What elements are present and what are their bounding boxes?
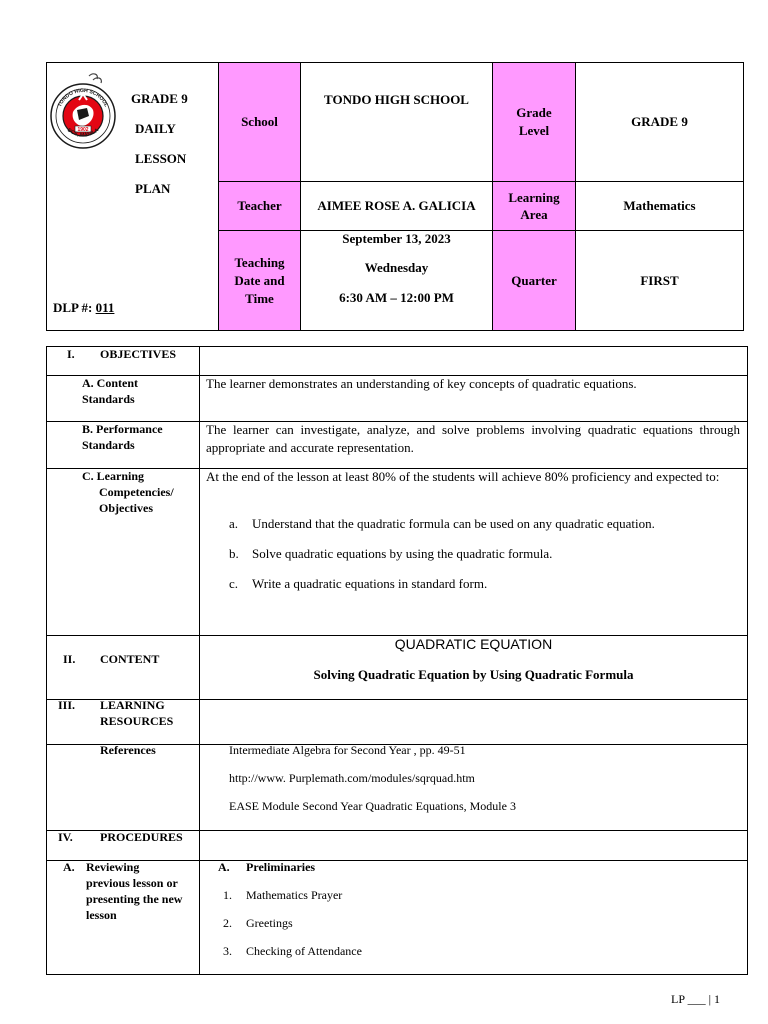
step-1-text: Mathematics Prayer bbox=[246, 888, 343, 902]
grade-level-value: GRADE 9 bbox=[575, 62, 744, 182]
school-value: TONDO HIGH SCHOOL bbox=[324, 92, 469, 107]
objective-item-a-letter: a. bbox=[229, 516, 239, 531]
procedures-right bbox=[199, 830, 748, 861]
content-left bbox=[46, 635, 200, 700]
step-3-text: Checking of Attendance bbox=[246, 944, 362, 958]
grade-level-label: Grade Level bbox=[492, 62, 576, 182]
plan-title-lesson: LESSON bbox=[135, 151, 187, 166]
teaching-time-value: 6:30 AM – 12:00 PM bbox=[339, 290, 454, 305]
competencies-intro: At the end of the lesson at least 80% of the students will achieve 80% proficiency and expected to: bbox=[206, 469, 720, 484]
reference-3: EASE Module Second Year Quadratic Equations, Module 3 bbox=[229, 799, 516, 813]
competencies-label-3: Objectives bbox=[99, 501, 153, 515]
svg-text:1902: 1902 bbox=[77, 127, 89, 133]
learning-area-label: Learning Area bbox=[492, 181, 576, 231]
teaching-date-cell bbox=[300, 230, 493, 331]
objectives-title: OBJECTIVES bbox=[100, 347, 177, 361]
plan-title-daily: DAILY bbox=[135, 121, 176, 136]
school-logo bbox=[49, 70, 121, 154]
resources-right bbox=[199, 699, 748, 745]
teacher-label: Teacher bbox=[218, 181, 301, 231]
perf-std-label: B. Performance Standards bbox=[82, 422, 163, 452]
school-label: School bbox=[218, 62, 301, 182]
step-2-text: Greetings bbox=[246, 916, 293, 930]
objective-item-b-letter: b. bbox=[229, 546, 239, 561]
learning-area-value: Mathematics bbox=[575, 181, 744, 231]
preliminaries-title: Preliminaries bbox=[246, 860, 316, 874]
reviewing-label-2: previous lesson or bbox=[86, 876, 178, 890]
content-title: CONTENT bbox=[100, 652, 160, 666]
dlp-label bbox=[53, 300, 114, 316]
resources-title-2: RESOURCES bbox=[100, 714, 174, 728]
content-heading: QUADRATIC EQUATION bbox=[394, 636, 553, 652]
step-1-num: 1. bbox=[223, 888, 232, 902]
quarter-label: Quarter bbox=[492, 230, 576, 331]
reviewing-label-1: Reviewing bbox=[86, 860, 140, 874]
competencies-label-1: C. Learning bbox=[82, 469, 145, 483]
step-3-num: 3. bbox=[223, 944, 232, 958]
resources-title-1: LEARNING bbox=[100, 698, 165, 712]
objective-item-c-letter: c. bbox=[229, 576, 239, 591]
dlp-number: 011 bbox=[95, 300, 115, 315]
plan-title-grade: GRADE 9 bbox=[131, 91, 188, 106]
content-subheading: Solving Quadratic Equation by Using Quadratic Formula bbox=[313, 667, 634, 682]
teaching-date-value: September 13, 2023 bbox=[342, 231, 451, 246]
content-std-label: A. Content Standards bbox=[82, 376, 138, 406]
svg-text:DCS, MANILA: DCS, MANILA bbox=[66, 127, 100, 139]
dlp-label-text: DLP #: bbox=[53, 300, 93, 315]
teaching-day-value: Wednesday bbox=[364, 260, 429, 275]
references-label: References bbox=[100, 743, 156, 757]
school-seal-icon bbox=[49, 70, 121, 154]
procedures-title: PROCEDURES bbox=[100, 830, 183, 844]
plan-title-plan: PLAN bbox=[135, 181, 171, 196]
competencies-label-2: Competencies/ bbox=[99, 485, 174, 499]
objective-item-c: Write a quadratic equations in standard form. bbox=[252, 576, 488, 591]
svg-text:TONDO HIGH SCHOOL: TONDO HIGH SCHOOL bbox=[57, 87, 109, 108]
resources-num: III. bbox=[58, 698, 76, 712]
step-2-num: 2. bbox=[223, 916, 232, 930]
reviewing-label-4: lesson bbox=[86, 908, 117, 922]
reference-2: http://www. Purplemath.com/modules/sqrquad.htm bbox=[229, 771, 475, 785]
quarter-value: FIRST bbox=[575, 230, 744, 331]
preliminaries-letter: A. bbox=[218, 860, 230, 874]
objectives-right bbox=[199, 346, 748, 376]
perf-std-text: The learner can investigate, analyze, and solve problems involving quadratic equations through appropriate and accurate representation. bbox=[206, 422, 740, 455]
content-num: II. bbox=[63, 652, 76, 666]
content-std-text: The learner demonstrates an understanding of key concepts of quadratic equations. bbox=[206, 376, 637, 391]
teaching-date-label: Teaching Date and Time bbox=[218, 230, 301, 331]
reviewing-letter: A. bbox=[63, 860, 75, 874]
reference-1: Intermediate Algebra for Second Year , pp. 49-51 bbox=[229, 743, 466, 757]
procedures-num: IV. bbox=[58, 830, 73, 844]
reviewing-label-3: presenting the new bbox=[86, 892, 183, 906]
objective-item-a: Understand that the quadratic formula can be used on any quadratic equation. bbox=[252, 516, 655, 531]
objectives-num: I. bbox=[67, 347, 75, 361]
page-footer: LP ___ | 1 bbox=[671, 992, 720, 1006]
school-value-cell bbox=[300, 62, 493, 182]
objective-item-b: Solve quadratic equations by using the quadratic formula. bbox=[252, 546, 553, 561]
teacher-value: AIMEE ROSE A. GALICIA bbox=[300, 181, 493, 231]
